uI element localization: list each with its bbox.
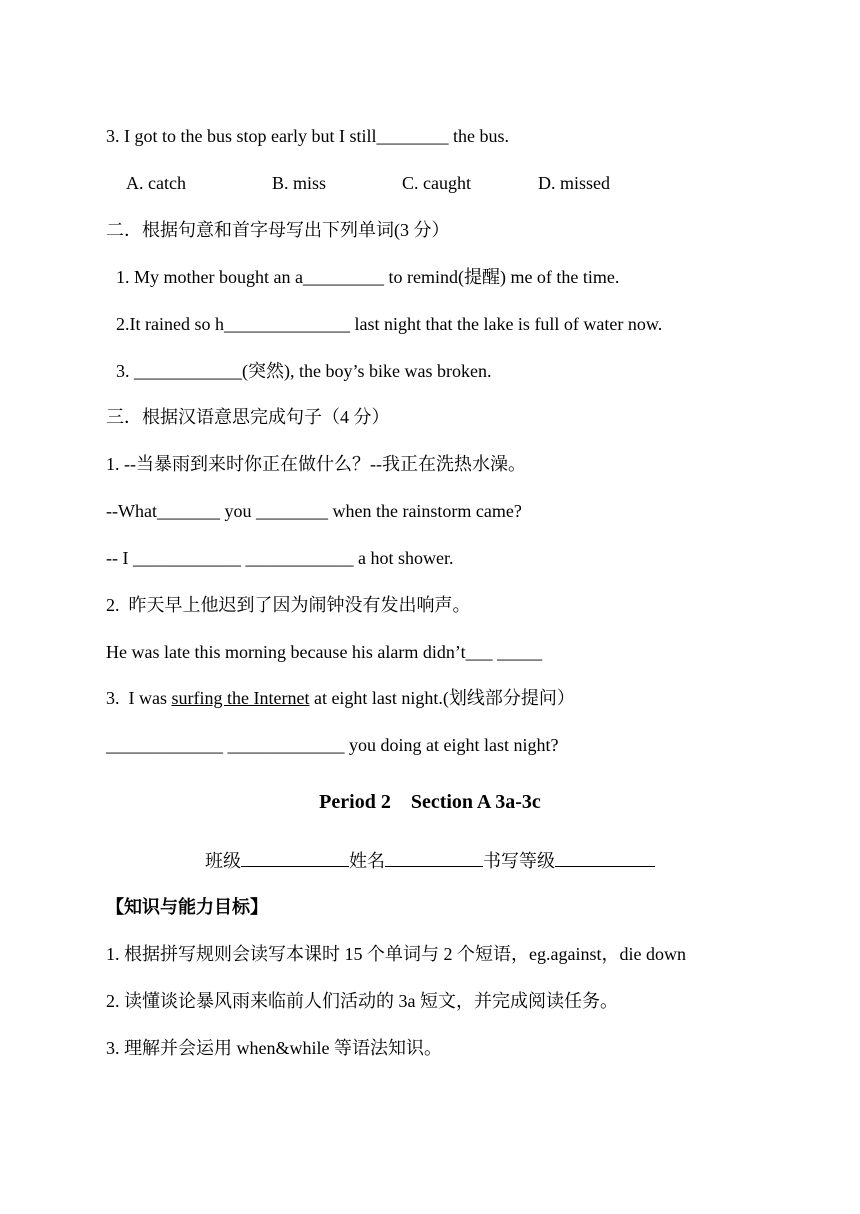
section-3-item-2-line: He was late this morning because his alarm didn’t___ _____ <box>106 642 543 662</box>
student-info-line <box>0 848 860 873</box>
grade-label: 书写等级 <box>483 851 555 871</box>
name-label: 姓名 <box>349 851 385 871</box>
section-2-title: 二．根据句意和首字母写出下列单词(3 分） <box>106 220 450 240</box>
section-3-item-1-chinese: 1. --当暴雨到来时你正在做什么？--我正在洗热水澡。 <box>106 454 526 474</box>
section-3-item-3-answer: _____________ _____________ you doing at eight last night? <box>106 735 559 755</box>
option-a: A. catch <box>126 173 186 193</box>
class-blank <box>241 848 349 867</box>
option-c: C. caught <box>402 173 471 193</box>
objective-2: 2. 读懂谈论暴风雨来临前人们活动的 3a 短文，并完成阅读任务。 <box>106 991 618 1011</box>
objective-1: 1. 根据拼写规则会读写本课时 15 个单词与 2 个短语，eg.against，die down <box>106 944 686 964</box>
section-3-item-2-chinese: 2. 昨天早上他迟到了因为闹钟没有发出响声。 <box>106 595 471 615</box>
item-3-underlined-phrase: surfing the Internet <box>171 688 310 708</box>
option-b: B. miss <box>272 173 327 193</box>
name-blank <box>385 848 483 867</box>
class-label: 班级 <box>205 851 241 871</box>
section-3-item-1-line-1: --What_______ you ________ when the rainstorm came? <box>106 501 522 521</box>
section-3-item-1-line-2: -- I ____________ ____________ a hot shower. <box>106 548 454 568</box>
section-2-item-1: 1. My mother bought an a_________ to remind(提醒) me of the time. <box>116 267 620 287</box>
item-3-suffix: at eight last night.(划线部分提问） <box>309 688 575 708</box>
objective-3: 3. 理解并会运用 when&while 等语法知识。 <box>106 1038 442 1058</box>
period-title: Period 2 Section A 3a-3c <box>319 791 541 813</box>
option-d: D. missed <box>538 173 610 193</box>
section-2-item-3: 3. ____________(突然), the boy’s bike was broken. <box>116 361 492 381</box>
grade-blank <box>555 848 655 867</box>
section-2-item-2: 2.It rained so h______________ last night that the lake is full of water now. <box>116 314 663 334</box>
objectives-title: 【知识与能力目标】 <box>106 897 268 917</box>
question-3-stem: 3. I got to the bus stop early but I still________ the bus. <box>106 126 509 146</box>
item-3-prefix: 3. I was <box>106 688 172 708</box>
section-3-item-3-question <box>106 686 575 710</box>
section-3-title: 三．根据汉语意思完成句子（4 分） <box>106 407 390 427</box>
